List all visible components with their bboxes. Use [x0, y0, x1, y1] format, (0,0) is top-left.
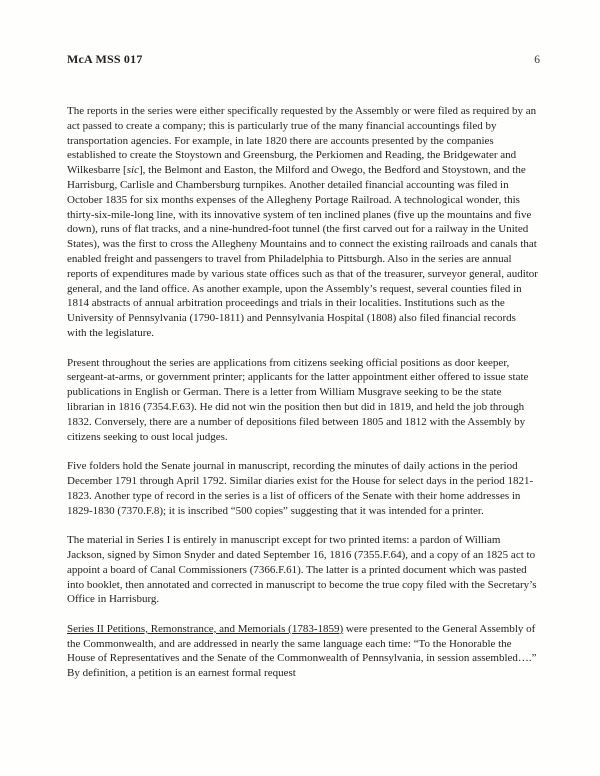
paragraph-text: The reports in the series were either specifically requested by the Assembly or were filed as required by an act passed to create a company; this is particularly true of the many financial accountings filed by transportation agencies. For example, in late 1820 there are accounts presented by the companies established to create the Stoystown and Greensburg, the Perkiomen and Reading, the Bridgewater and Wilkesbarre [: [67, 105, 537, 177]
paragraph-text: were presented to the General Assembly of the Commonwealth, and are addressed in nearly the same language each time: “To the Honorable the House of Representatives and the Senate of the Commonwealth of Pennsylvania, in session assembled….” By definition, a petition is an earnest formal request: [67, 622, 537, 680]
paragraph-series-ii: [67, 622, 538, 681]
sic-annotation: sic: [126, 164, 139, 177]
page-number: 6: [534, 54, 540, 66]
page-header: [67, 52, 540, 67]
paragraph-senate-journal: Five folders hold the Senate journal in manuscript, recording the minutes of daily actions in the period December 1791 through April 1792. Similar diaries exist for the House for select days in the period 1821-1823. Another type of record in the series is a list of officers of the Senate with their home addresses in 1829-1830 (7370.F.8); it is inscribed “500 copies” suggesting that it was intended for a printer.: [67, 460, 534, 517]
paragraph-text: ], the Belmont and Easton, the Milford and Owego, the Bedford and Stoystown, and the Harrisburg, Carlisle and Chambersburg turnpikes. Another detailed financial accounting was filed in October 1835 for six months expenses of the Allegheny Portage Railroad. A technological wonder, this thirty-six-mile-long line, with its innovative system of ten inclined planes (five up the mountains and five down), runs of flat tracks, and a nine-hundred-foot tunnel (the first carved out for a railway in the United States), was the first to cross the Allegheny Mountains and to connect the existing railroads and canals that enabled freight and passengers to travel from Philadelphia to Pittsburgh. Also in the series are annual reports of expenditures made by various state offices such as that of the treasurer, surveyor general, auditor general, and the land office. As another example, upon the Assembly’s request, several counties filed in 1814 abstracts of annual arbitration proceedings and trials in their localities. Institutions such as the University of Pennsylvania (1790-1811) and Pennsylvania Hospital (1808) also filed financial records with the legislature.: [67, 164, 538, 339]
series-ii-heading: Series II Petitions, Remonstrance, and Memorials (1783-1859): [67, 622, 344, 635]
paragraph-applications: Present throughout the series are applications from citizens seeking official positions as door keeper, sergeant-at-arms, or government printer; applicants for the latter appointment either offered to issue state publications in English or German. There is a letter from William Musgrave seeking to be the state librarian in 1816 (7354.F.63). He did not win the position then but did in 1819, and held the job through 1832. Conversely, there are a number of depositions filed between 1805 and 1812 with the Assembly by citizens seeking to oust local judges.: [67, 356, 529, 443]
document-body: [67, 104, 538, 681]
paragraph-series-i-material: The material in Series I is entirely in manuscript except for two printed items: a pardon of William Jackson, signed by Simon Snyder and dated September 16, 1816 (7355.F.64), and a copy of an 1825 act to appoint a board of Canal Commissioners (7366.F.61). The latter is a printed document which was pasted into booklet, then annotated and corrected in manuscript to become the true copy filed with the Secretary’s Office in Harrisburg.: [67, 534, 537, 606]
collection-id: McA MSS 017: [67, 52, 143, 66]
paragraph-series-reports: [67, 104, 538, 341]
